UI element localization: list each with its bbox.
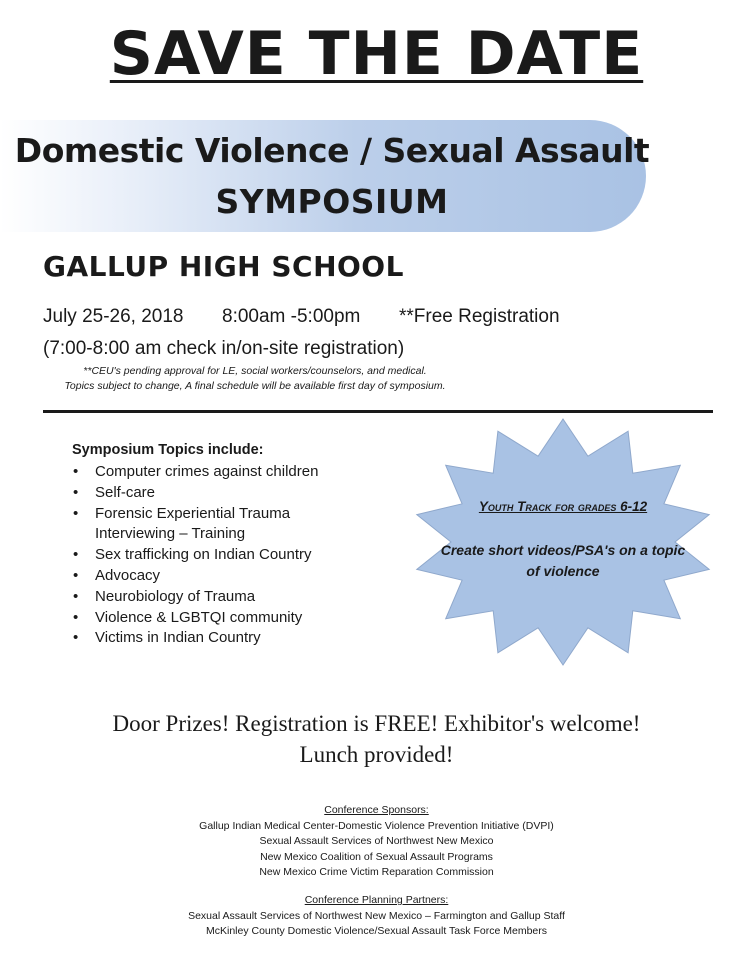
topics-heading: Symposium Topics include: [72,442,264,458]
sponsor-item: New Mexico Crime Victim Reparation Commission [259,866,494,878]
list-item: • Advocacy [72,566,372,587]
list-item: • Forensic Experiential Trauma Interviewing – Training [72,504,372,546]
topics-note: Topics subject to change, A final schedule will be available first day of symposium. [64,380,446,392]
banner-subtitle: SYMPOSIUM [215,182,449,221]
list-item: • Victims in Indian Country [72,628,372,649]
venue-heading: GALLUP HIGH SCHOOL [43,250,404,283]
list-item: • Sex trafficking on Indian Country [72,545,372,566]
youth-track-text: Create short videos/PSA's on a topic of violence [440,542,686,579]
banner-title: Domestic Violence / Sexual Assault [14,131,650,170]
ceu-note: **CEU's pending approval for LE, social workers/counselors, and medical. [83,365,427,377]
divider [43,410,713,413]
registration-note: **Free Registration [399,306,560,327]
sponsors-heading: Conference Sponsors: [324,804,429,816]
page-title [0,18,753,90]
topics-list [72,462,372,649]
page-title-text: SAVE THE DATE [109,19,644,89]
promo-line-1: Door Prizes! Registration is FREE! Exhibitor's welcome! [112,711,641,736]
sponsor-item: Gallup Indian Medical Center-Domestic Violence Prevention Initiative (DVPI) [199,819,554,832]
sponsors-block [0,803,753,881]
promo-text [0,708,753,770]
youth-track-heading: Youth Track for grades 6-12 [478,499,648,514]
list-item: • Self-care [72,483,372,504]
list-item: • Neurobiology of Trauma [72,587,372,608]
partners-heading: Conference Planning Partners: [304,894,449,906]
list-item: • Computer crimes against children [72,462,372,483]
promo-line-2: Lunch provided! [299,742,454,767]
event-time: 8:00am -5:00pm [222,306,361,327]
list-item: • Violence & LGBTQI community [72,608,372,629]
partner-item: Sexual Assault Services of Northwest New Mexico – Farmington and Gallup Staff [188,909,565,922]
partners-block [0,893,753,940]
event-dates: July 25-26, 2018 [43,306,184,327]
partner-item: McKinley County Domestic Violence/Sexual Assault Task Force Members [205,925,547,937]
sponsor-item: New Mexico Coalition of Sexual Assault Programs [260,850,493,863]
checkin-info: (7:00-8:00 am check in/on-site registration) [43,338,405,359]
sponsor-item: Sexual Assault Services of Northwest New Mexico [259,835,494,847]
